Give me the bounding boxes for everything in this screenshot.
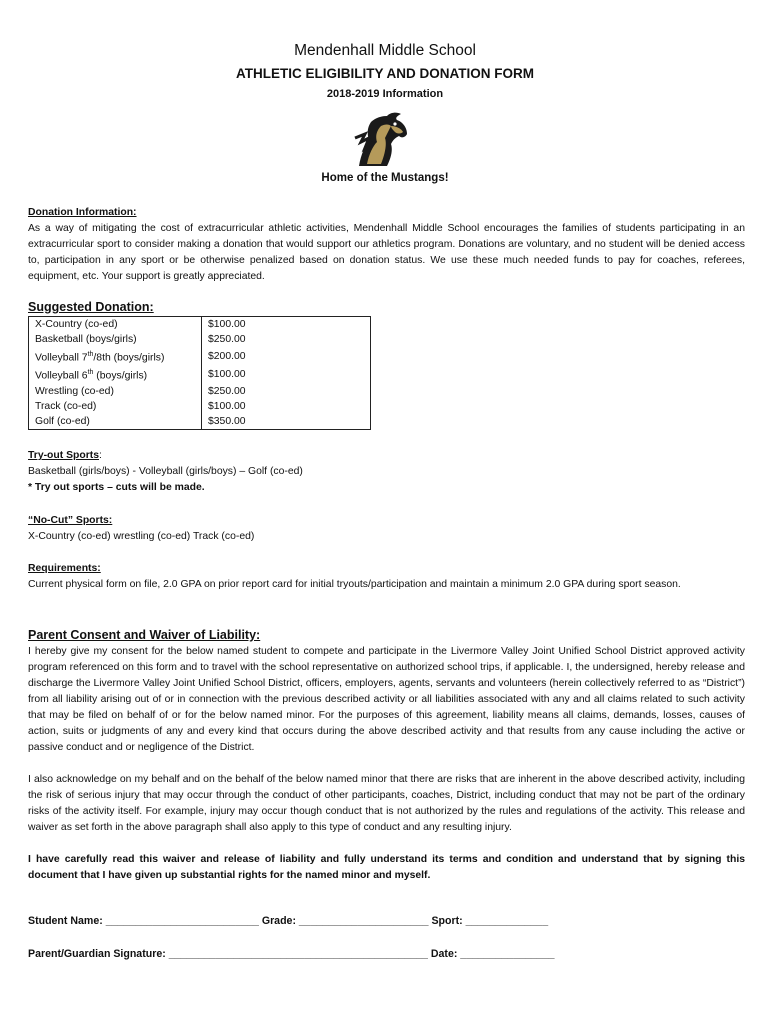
suggested-donation-heading: Suggested Donation: <box>28 300 154 314</box>
sport-text: (boys/girls) <box>93 370 148 382</box>
requirements-section <box>28 561 745 593</box>
requirements-heading: Requirements: <box>28 563 101 574</box>
donation-info-heading: Donation Information: <box>28 207 137 218</box>
mustang-logo-icon <box>347 108 411 172</box>
consent-section <box>28 627 745 884</box>
sport-cell <box>29 347 202 365</box>
year-info: 2018-2019 Information <box>326 88 444 100</box>
form-title: ATHLETIC ELIGIBILITY AND DONATION FORM <box>236 66 534 81</box>
tryout-note: * Try out sports – cuts will be made. <box>28 482 205 493</box>
tryout-heading-line <box>28 448 745 464</box>
amount-cell: $250.00 <box>202 332 371 347</box>
ordinal-suffix: th <box>87 369 94 377</box>
amount-cell: $350.00 <box>202 414 371 430</box>
tryout-sports: Basketball (girls/boys) - Volleyball (girls/boys) – Golf (co-ed) <box>28 466 303 477</box>
tryout-colon: : <box>99 450 102 461</box>
donation-info-section <box>28 205 745 285</box>
consent-heading: Parent Consent and Waiver of Liability: <box>28 628 261 642</box>
nocut-heading: “No-Cut” Sports: <box>28 515 113 526</box>
table-row <box>29 365 371 383</box>
table-row <box>29 414 371 430</box>
sport-cell: Wrestling (co-ed) <box>29 384 202 399</box>
amount-cell: $100.00 <box>202 399 371 414</box>
amount-cell: $100.00 <box>202 317 371 333</box>
school-name: Mendenhall Middle School <box>294 42 476 59</box>
amount-cell: $200.00 <box>202 347 371 365</box>
amount-cell: $100.00 <box>202 365 371 383</box>
sport-cell: Basketball (boys/girls) <box>29 332 202 347</box>
donation-info-text: As a way of mitigating the cost of extracurricular athletic activities, Mendenhall Middle School encourages the families of students participating in an extracurricular sport to consider making a donation that would support our athletics program. Donations are voluntary, and no student will be denied access to, participation in any sport or be otherwise penalized based on donation status. We use these much needed funds to pay for coaches, referees, equipment, etc. Your support is greatly appreciated. <box>28 223 745 282</box>
nocut-section <box>28 513 745 545</box>
sport-text: Volleyball 7 <box>35 352 88 364</box>
sport-cell: Golf (co-ed) <box>29 414 202 430</box>
sport-text: /8th (boys/girls) <box>93 352 165 364</box>
consent-paragraph-2: I also acknowledge on my behalf and on the behalf of the below named minor that there are risks that are inherent in the above described activity, including the risk of serious injury that may occur through the conduct of other participants, coaches, District, including conduct that may not be part of the ordinary risks of the activity itself. For example, injury may occur though conduct that is not authorized by the rules and regulations of the activity. This release and waiver as set forth in the above paragraph shall also apply to this type of conduct and any resulting injury. <box>28 774 745 833</box>
sport-cell <box>29 365 202 383</box>
table-row <box>29 384 371 399</box>
table-row <box>29 347 371 365</box>
table-row <box>29 332 371 347</box>
table-row <box>29 317 371 333</box>
sport-text: Volleyball 6 <box>35 370 88 382</box>
tryout-heading: Try-out Sports <box>28 450 100 461</box>
amount-cell: $250.00 <box>202 384 371 399</box>
tryout-section <box>28 448 745 496</box>
sport-cell: Track (co-ed) <box>29 399 202 414</box>
consent-statement: I have carefully read this waiver and release of liability and fully understand its terms and condition and understand that by signing this document that I have given up substantial rights for the named minor and myself. <box>28 854 745 881</box>
parent-signature-line[interactable]: Parent/Guardian Signature: ____________________________________________ Date: ________________ <box>28 948 555 960</box>
donation-table <box>28 316 371 430</box>
consent-paragraph-1: I hereby give my consent for the below named student to compete and participate in the Livermore Valley Joint Unified School District approved activity program referenced on this form and to travel with the school representative on authorized school trips, if applicable. I, the undersigned, hereby release and discharge the Livermore Valley Joint Unified School District, officers, employers, agents, servants and volunteers (herein collectively referred to as “District”) from all liability arising out of or in connection with the previous described activity or all liabilities associated with any and all claims related to such activity that may be filed on behalf of or for the below named minor. For the purposes of this agreement, liability means all claims, demands, losses, causes of action, suits or judgments of any and every kind that occurs during the above described activity and that results from any cause including the active or passive conduct and or negligence of the District. <box>28 646 745 753</box>
nocut-sports: X-Country (co-ed) wrestling (co-ed) Track (co-ed) <box>28 531 255 542</box>
sport-cell: X-Country (co-ed) <box>29 317 202 333</box>
ordinal-suffix: th <box>87 351 94 358</box>
requirements-text: Current physical form on file, 2.0 GPA on prior report card for initial tryouts/participation and maintain a minimum 2.0 GPA during sport season. <box>28 579 681 590</box>
student-info-line[interactable]: Student Name: __________________________ Grade: ______________________ Sport: ______________ <box>28 915 549 927</box>
suggested-donation-heading-wrap <box>28 299 745 315</box>
table-row <box>29 399 371 414</box>
tagline: Home of the Mustangs! <box>321 172 449 184</box>
